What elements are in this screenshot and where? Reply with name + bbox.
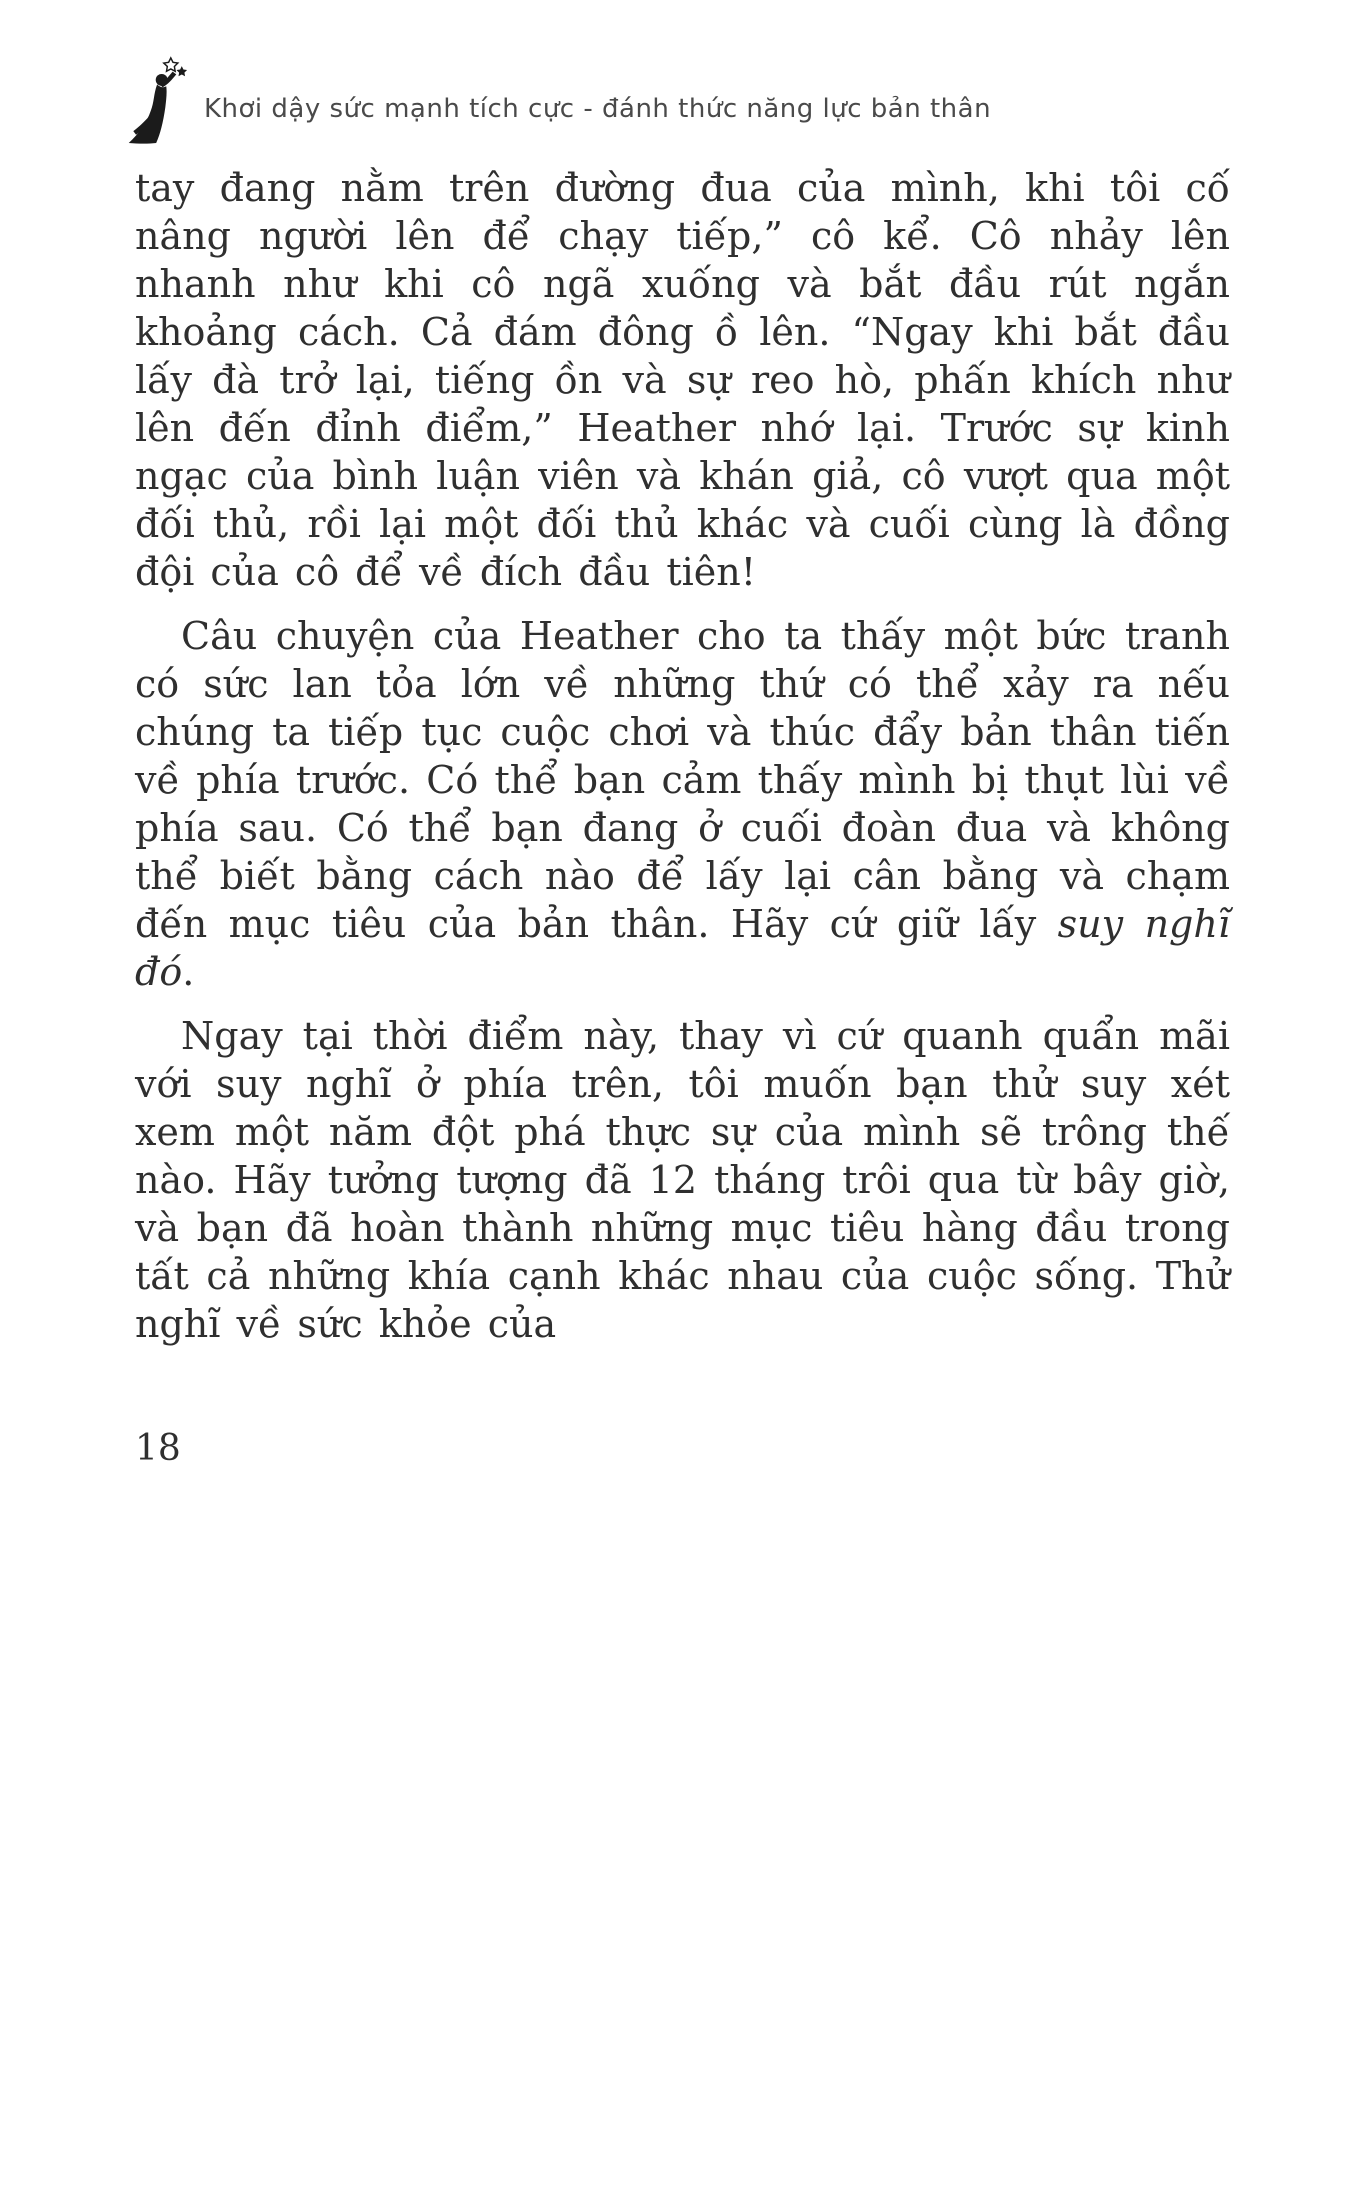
body-text bbox=[135, 164, 1230, 1364]
paragraph-2 bbox=[135, 612, 1230, 996]
paragraph-2-end: . bbox=[182, 950, 195, 994]
italic-phrase: suy nghĩ đó bbox=[135, 902, 1231, 994]
running-head-title: Khơi dậy sức mạnh tích cực - đánh thức năng lực bản thân bbox=[204, 94, 992, 124]
page-header bbox=[126, 52, 991, 148]
paragraph-3: Ngay tại thời điểm này, thay vì cứ quanh quẩn mãi với suy nghĩ ở phía trên, tôi muốn bạn thử suy xét xem một năm đột phá thực sự của mình sẽ trông thế nào. Hãy tưởng tượng đã 12 tháng trôi qua từ bây giờ, và bạn đã hoàn thành những mục tiêu hàng đầu trong tất cả những khía cạnh khác nhau của cuộc sống. Thử nghĩ về sức khỏe của bbox=[135, 1014, 1230, 1346]
publisher-logo-icon bbox=[126, 52, 190, 148]
paragraph-1: tay đang nằm trên đường đua của mình, khi tôi cố nâng người lên để chạy tiếp,” cô kể. Cô nhảy lên nhanh như khi cô ngã xuống và bắt đầu rút ngắn khoảng cách. Cả đám đông ồ lên. “Ngay khi bắt đầu lấy đà trở lại, tiếng ồn và sự reo hò, phấn khích như lên đến đỉnh điểm,” Heather nhớ lại. Trước sự kinh ngạc của bình luận viên và khán giả, cô vượt qua một đối thủ, rồi lại một đối thủ khác và cuối cùng là đồng đội của cô để về đích đầu tiên! bbox=[135, 166, 1230, 594]
paragraph-2-text: Câu chuyện của Heather cho ta thấy một bức tranh có sức lan tỏa lớn về những thứ có thể xảy ra nếu chúng ta tiếp tục cuộc chơi và thúc đẩy bản thân tiến về phía trước. Có thể bạn cảm thấy mình bị thụt lùi về phía sau. Có thể bạn đang ở cuối đoàn đua và không thể biết bằng cách nào để lấy lại cân bằng và chạm đến mục tiêu của bản thân. Hãy cứ giữ lấy bbox=[135, 614, 1230, 946]
page-number: 18 bbox=[135, 1428, 181, 1469]
